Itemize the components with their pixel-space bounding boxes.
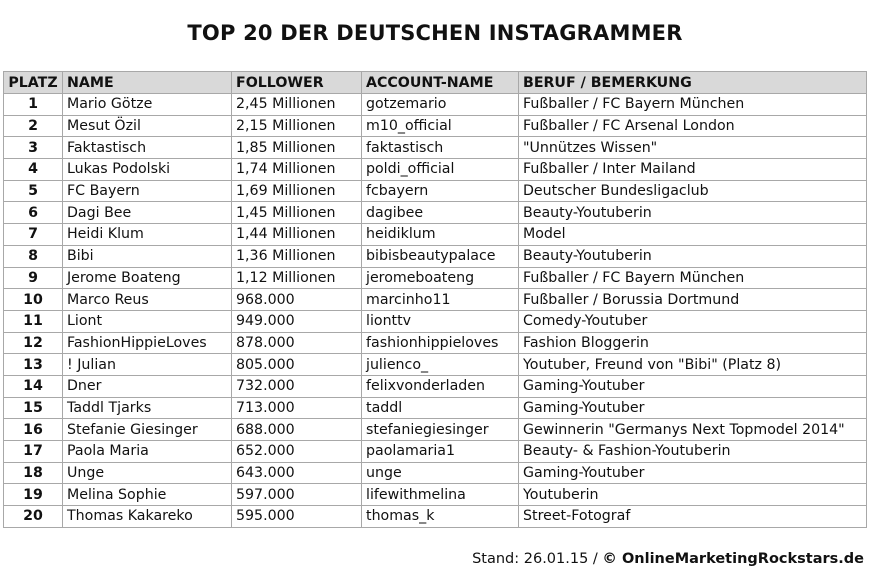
cell-account: dagibee — [362, 202, 519, 224]
cell-platz: 16 — [4, 419, 63, 441]
cell-platz: 9 — [4, 267, 63, 289]
cell-account: jeromeboateng — [362, 267, 519, 289]
cell-name: Dagi Bee — [63, 202, 232, 224]
cell-account: fcbayern — [362, 180, 519, 202]
table-row — [4, 310, 867, 332]
table-row — [4, 180, 867, 202]
cell-beruf: Gaming-Youtuber — [519, 462, 867, 484]
column-header-platz: PLATZ — [4, 72, 63, 94]
footer — [472, 551, 864, 567]
cell-platz: 10 — [4, 289, 63, 311]
cell-account: poldi_official — [362, 159, 519, 181]
cell-platz: 12 — [4, 332, 63, 354]
cell-beruf: Fußballer / Inter Mailand — [519, 159, 867, 181]
cell-platz: 15 — [4, 397, 63, 419]
cell-follower: 1,12 Millionen — [232, 267, 362, 289]
cell-beruf: Deutscher Bundesligaclub — [519, 180, 867, 202]
cell-account: stefaniegiesinger — [362, 419, 519, 441]
cell-name: FC Bayern — [63, 180, 232, 202]
cell-beruf: Street-Fotograf — [519, 506, 867, 528]
table-row — [4, 137, 867, 159]
cell-name: Melina Sophie — [63, 484, 232, 506]
cell-platz: 8 — [4, 245, 63, 267]
cell-account: m10_official — [362, 115, 519, 137]
cell-platz: 5 — [4, 180, 63, 202]
column-header-beruf: BERUF / BEMERKUNG — [519, 72, 867, 94]
table-row — [4, 245, 867, 267]
column-header-follower: FOLLOWER — [232, 72, 362, 94]
cell-platz: 4 — [4, 159, 63, 181]
table-row — [4, 289, 867, 311]
table-row — [4, 115, 867, 137]
cell-follower: 652.000 — [232, 441, 362, 463]
cell-follower: 688.000 — [232, 419, 362, 441]
cell-account: bibisbeautypalace — [362, 245, 519, 267]
cell-follower: 1,36 Millionen — [232, 245, 362, 267]
cell-name: Liont — [63, 310, 232, 332]
cell-name: ! Julian — [63, 354, 232, 376]
cell-follower: 1,85 Millionen — [232, 137, 362, 159]
table-row — [4, 202, 867, 224]
cell-name: Unge — [63, 462, 232, 484]
cell-name: Taddl Tjarks — [63, 397, 232, 419]
cell-platz: 2 — [4, 115, 63, 137]
cell-beruf: Model — [519, 224, 867, 246]
cell-follower: 878.000 — [232, 332, 362, 354]
cell-account: julienco_ — [362, 354, 519, 376]
cell-beruf: Gaming-Youtuber — [519, 375, 867, 397]
cell-beruf: Fußballer / FC Bayern München — [519, 94, 867, 116]
cell-name: FashionHippieLoves — [63, 332, 232, 354]
cell-account: felixvonderladen — [362, 375, 519, 397]
table-row — [4, 419, 867, 441]
cell-name: Paola Maria — [63, 441, 232, 463]
cell-account: lifewithmelina — [362, 484, 519, 506]
cell-follower: 1,69 Millionen — [232, 180, 362, 202]
cell-account: thomas_k — [362, 506, 519, 528]
table-row — [4, 484, 867, 506]
table-header-row — [4, 72, 867, 94]
cell-platz: 18 — [4, 462, 63, 484]
cell-account: gotzemario — [362, 94, 519, 116]
cell-beruf: Beauty-Youtuberin — [519, 202, 867, 224]
cell-platz: 1 — [4, 94, 63, 116]
table-row — [4, 506, 867, 528]
cell-account: heidiklum — [362, 224, 519, 246]
cell-name: Heidi Klum — [63, 224, 232, 246]
table-row — [4, 462, 867, 484]
column-header-account: ACCOUNT-NAME — [362, 72, 519, 94]
cell-platz: 7 — [4, 224, 63, 246]
cell-platz: 17 — [4, 441, 63, 463]
cell-platz: 13 — [4, 354, 63, 376]
cell-platz: 11 — [4, 310, 63, 332]
cell-beruf: Gewinnerin "Germanys Next Topmodel 2014" — [519, 419, 867, 441]
cell-account: unge — [362, 462, 519, 484]
cell-beruf: Gaming-Youtuber — [519, 397, 867, 419]
cell-beruf: Fußballer / Borussia Dortmund — [519, 289, 867, 311]
cell-beruf: Fußballer / FC Bayern München — [519, 267, 867, 289]
cell-beruf: Beauty- & Fashion-Youtuberin — [519, 441, 867, 463]
cell-platz: 6 — [4, 202, 63, 224]
table-row — [4, 441, 867, 463]
cell-beruf: Comedy-Youtuber — [519, 310, 867, 332]
cell-beruf: Youtuber, Freund von "Bibi" (Platz 8) — [519, 354, 867, 376]
cell-follower: 732.000 — [232, 375, 362, 397]
table-row — [4, 94, 867, 116]
cell-beruf: "Unnützes Wissen" — [519, 137, 867, 159]
table-row — [4, 159, 867, 181]
cell-name: Marco Reus — [63, 289, 232, 311]
cell-name: Faktastisch — [63, 137, 232, 159]
cell-account: taddl — [362, 397, 519, 419]
cell-account: faktastisch — [362, 137, 519, 159]
cell-follower: 805.000 — [232, 354, 362, 376]
table-row — [4, 397, 867, 419]
cell-platz: 19 — [4, 484, 63, 506]
cell-name: Mario Götze — [63, 94, 232, 116]
cell-platz: 14 — [4, 375, 63, 397]
cell-beruf: Fashion Bloggerin — [519, 332, 867, 354]
cell-platz: 3 — [4, 137, 63, 159]
table-row — [4, 267, 867, 289]
cell-name: Thomas Kakareko — [63, 506, 232, 528]
table-row — [4, 354, 867, 376]
cell-name: Bibi — [63, 245, 232, 267]
cell-follower: 1,74 Millionen — [232, 159, 362, 181]
cell-name: Dner — [63, 375, 232, 397]
cell-name: Lukas Podolski — [63, 159, 232, 181]
cell-follower: 2,15 Millionen — [232, 115, 362, 137]
table-row — [4, 332, 867, 354]
cell-follower: 968.000 — [232, 289, 362, 311]
cell-follower: 2,45 Millionen — [232, 94, 362, 116]
cell-name: Mesut Özil — [63, 115, 232, 137]
table-body — [4, 94, 867, 528]
cell-account: paolamaria1 — [362, 441, 519, 463]
cell-follower: 1,44 Millionen — [232, 224, 362, 246]
table-row — [4, 224, 867, 246]
cell-name: Jerome Boateng — [63, 267, 232, 289]
cell-follower: 949.000 — [232, 310, 362, 332]
footer-source: © OnlineMarketingRockstars.de — [602, 551, 864, 567]
cell-follower: 1,45 Millionen — [232, 202, 362, 224]
cell-beruf: Beauty-Youtuberin — [519, 245, 867, 267]
footer-date: Stand: 26.01.15 / — [472, 551, 603, 567]
cell-follower: 643.000 — [232, 462, 362, 484]
cell-follower: 713.000 — [232, 397, 362, 419]
ranking-table — [3, 71, 867, 528]
cell-follower: 595.000 — [232, 506, 362, 528]
cell-follower: 597.000 — [232, 484, 362, 506]
page-title: TOP 20 DER DEUTSCHEN INSTAGRAMMER — [187, 21, 683, 45]
cell-beruf: Fußballer / FC Arsenal London — [519, 115, 867, 137]
cell-account: lionttv — [362, 310, 519, 332]
cell-name: Stefanie Giesinger — [63, 419, 232, 441]
cell-account: marcinho11 — [362, 289, 519, 311]
cell-beruf: Youtuberin — [519, 484, 867, 506]
column-header-name: NAME — [63, 72, 232, 94]
cell-account: fashionhippieloves — [362, 332, 519, 354]
table-row — [4, 375, 867, 397]
cell-platz: 20 — [4, 506, 63, 528]
